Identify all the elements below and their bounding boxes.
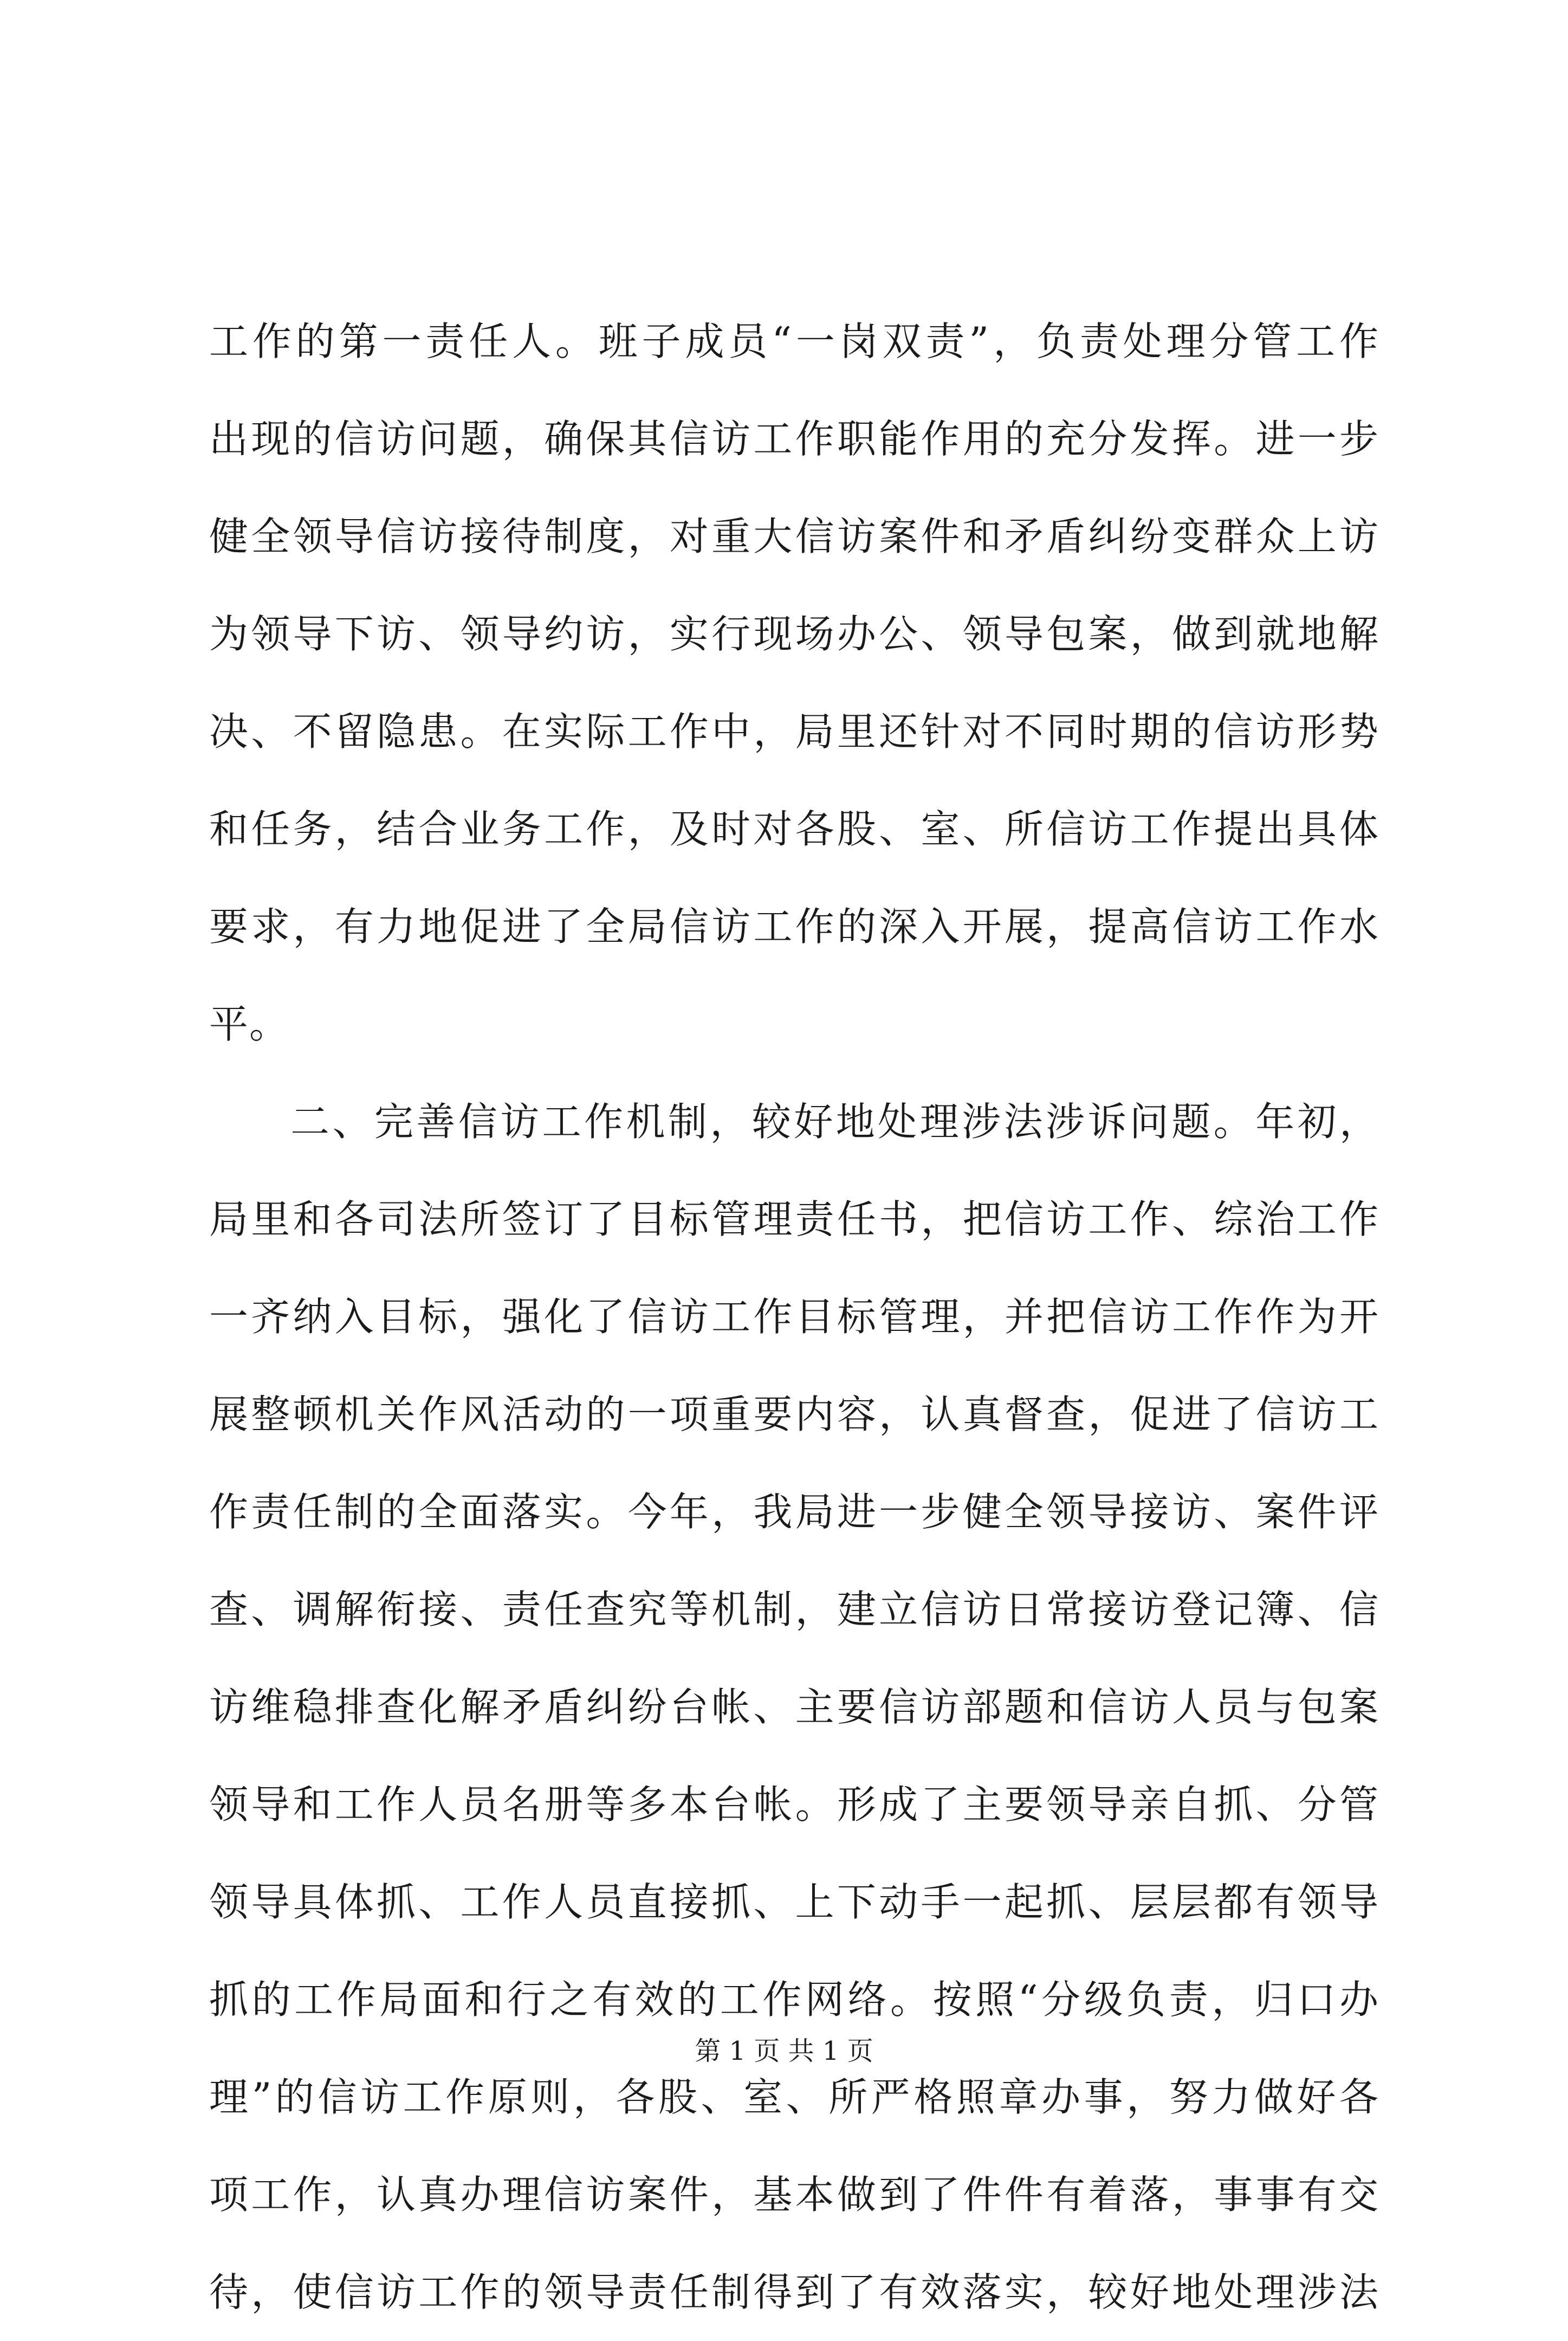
text-line: 局里和各司法所签订了目标管理责任书，把信访工作、综治工作: [209, 1197, 1379, 1242]
text-line: 要求，有力地促进了全局信访工作的深入开展，提高信访工作水: [209, 904, 1379, 949]
text-line: 理”的信访工作原则，各股、室、所严格照章办事，努力做好各: [209, 2074, 1379, 2120]
text-line: 健全领导信访接待制度，对重大信访案件和矛盾纠纷变群众上访: [209, 514, 1379, 559]
text-line: 决、不留隐患。在实际工作中，局里还针对不同时期的信访形势: [209, 709, 1379, 754]
text-line: 抓的工作局面和行之有效的工作网络。按照“分级负责，归口办: [209, 1977, 1379, 2022]
section-heading-line: 二、完善信访工作机制，较好地处理涉法涉诉问题。年初，: [290, 1099, 1379, 1144]
text-line: 展整顿机关作风活动的一项重要内容，认真督查，促进了信访工: [209, 1392, 1379, 1437]
body-text: [209, 293, 1379, 2341]
text-line: 平。: [209, 1001, 290, 1047]
text-line: 待，使信访工作的领导责任制得到了有效落实，较好地处理涉法: [209, 2269, 1379, 2315]
text-line: 和任务，结合业务工作，及时对各股、室、所信访工作提出具体: [209, 806, 1379, 852]
text-line: 为领导下访、领导约访，实行现场办公、领导包案，做到就地解: [209, 611, 1379, 657]
text-line: 项工作，认真办理信访案件，基本做到了件件有着落，事事有交: [209, 2172, 1379, 2217]
text-line: 出现的信访问题，确保其信访工作职能作用的充分发挥。进一步: [209, 416, 1379, 462]
text-line: 查、调解衔接、责任查究等机制，建立信访日常接访登记簿、信: [209, 1587, 1379, 1632]
page-number-label: 第 1 页 共 1 页: [695, 2036, 873, 2066]
text-line: 访维稳排查化解矛盾纠纷台帐、主要信访部题和信访人员与包案: [209, 1684, 1379, 1730]
text-line: 领导和工作人员名册等多本台帐。形成了主要领导亲自抓、分管: [209, 1782, 1379, 1827]
text-line: 领导具体抓、工作人员直接抓、上下动手一起抓、层层都有领导: [209, 1879, 1379, 1925]
text-line: 作责任制的全面落实。今年，我局进一步健全领导接访、案件评: [209, 1489, 1379, 1535]
text-line: 一齐纳入目标，强化了信访工作目标管理，并把信访工作作为开: [209, 1294, 1379, 1340]
page-footer: [0, 2035, 1568, 2067]
text-line: 工作的第一责任人。班子成员“一岗双责”，负责处理分管工作: [209, 319, 1379, 364]
